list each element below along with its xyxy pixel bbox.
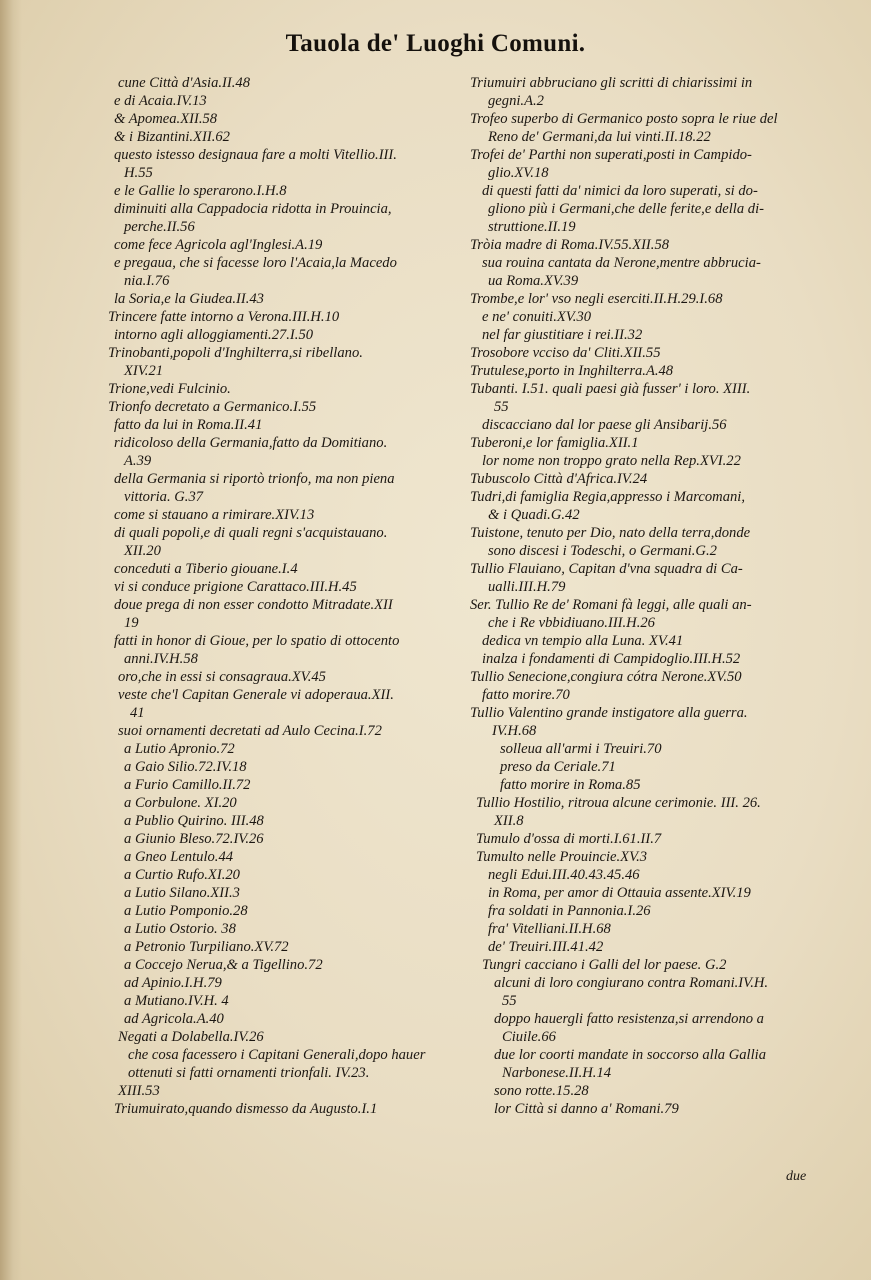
index-entry: Trionfo decretato a Germanico.I.55 xyxy=(108,399,317,415)
index-entry: alcuni di loro congiurano contra Romani.IV.H. xyxy=(494,975,769,991)
page-title: Tauola de' Luoghi Comuni. xyxy=(285,30,586,57)
left-column xyxy=(108,74,463,1118)
index-entry: vittoria. G.37 xyxy=(124,489,204,505)
index-entry: fra' Vitelliani.II.H.68 xyxy=(488,921,611,937)
index-entry: a Corbulone. XI.20 xyxy=(124,795,237,811)
index-entry: ridicoloso della Germania,fatto da Domitiano. xyxy=(114,435,388,451)
index-entry: vi si conduce prigione Carattaco.III.H.45 xyxy=(114,579,357,595)
index-entry: Tuberoni,e lor famiglia.XII.1 xyxy=(470,435,639,451)
index-entry: 41 xyxy=(130,705,145,721)
index-entry: lor Città si danno a' Romani.79 xyxy=(494,1101,679,1117)
index-entry: solleua all'armi i Treuiri.70 xyxy=(500,741,662,757)
index-entry: preso da Ceriale.71 xyxy=(500,759,616,775)
index-entry: Narbonese.II.H.14 xyxy=(502,1065,612,1081)
index-entry: e pregaua, che si facesse loro l'Acaia,la Macedo xyxy=(114,255,397,271)
index-entry: inalza i fondamenti di Campidoglio.III.H.52 xyxy=(482,651,741,667)
index-entry: 55 xyxy=(502,993,517,1009)
index-entry: di questi fatti da' nimici da loro superati, si do- xyxy=(482,183,758,199)
index-entry: A.39 xyxy=(124,453,152,469)
index-entry: anni.IV.H.58 xyxy=(124,651,198,667)
index-entry: Tullio Hostilio, ritroua alcune cerimonie. III. 26. xyxy=(476,795,761,811)
index-entry: Tullio Senecione,congiura cótra Nerone.XV.50 xyxy=(470,669,742,685)
index-entry: e le Gallie lo sperarono.I.H.8 xyxy=(114,183,287,199)
index-entry: & i Bizantini.XII.62 xyxy=(114,129,230,145)
index-entry: glio.XV.18 xyxy=(488,165,549,181)
catchword: due xyxy=(786,1169,807,1184)
index-entry: a Publio Quirino. III.48 xyxy=(124,813,264,829)
index-entry: veste che'l Capitan Generale vi adoperaua.XII. xyxy=(118,687,394,703)
index-entry: oro,che in essi si consagraua.XV.45 xyxy=(118,669,326,685)
index-entry: dedica vn tempio alla Luna. XV.41 xyxy=(482,633,684,649)
index-entry: perche.II.56 xyxy=(124,219,195,235)
index-entry: fatti in honor di Gioue, per lo spatio di ottocento xyxy=(114,633,400,649)
index-entry: la Soria,e la Giudea.II.43 xyxy=(114,291,264,307)
right-column xyxy=(470,74,830,1118)
index-entry: Trione,vedi Fulcinio. xyxy=(108,381,231,397)
index-entry: Triumuiri abbruciano gli scritti di chiarissimi in xyxy=(470,75,753,91)
index-entry: Tudri,di famiglia Regia,appresso i Marcomani, xyxy=(470,489,745,505)
index-entry: ua Roma.XV.39 xyxy=(488,273,579,289)
index-entry: fatto morire.70 xyxy=(482,687,570,703)
index-entry: Trincere fatte intorno a Verona.III.H.10 xyxy=(108,309,340,325)
index-entry: Tullio Valentino grande instigatore alla guerra. xyxy=(470,705,748,721)
index-entry: a Lutio Pomponio.28 xyxy=(124,903,248,919)
index-entry: ottenuti si fatti ornamenti trionfali. IV.23. xyxy=(128,1065,370,1081)
index-entry: XIV.21 xyxy=(124,363,164,379)
index-entry: Triumuirato,quando dismesso da Augusto.I.1 xyxy=(114,1101,378,1117)
index-entry: XII.8 xyxy=(494,813,524,829)
index-entry: Trosobore vcciso da' Cliti.XII.55 xyxy=(470,345,661,361)
index-entry: conceduti a Tiberio giouane.I.4 xyxy=(114,561,298,577)
index-entry: due lor coorti mandate in soccorso alla Gallia xyxy=(494,1047,766,1063)
index-entry: Trutulese,porto in Inghilterra.A.48 xyxy=(470,363,674,379)
index-entry: Tuistone, tenuto per Dio, nato della terra,donde xyxy=(470,525,751,541)
index-entry: a Gneo Lentulo.44 xyxy=(124,849,234,865)
index-entry: in Roma, per amor di Ottauia assente.XIV.19 xyxy=(488,885,751,901)
index-entry: XIII.53 xyxy=(118,1083,160,1099)
index-entry: a Petronio Turpiliano.XV.72 xyxy=(124,939,289,955)
index-entry: gegni.A.2 xyxy=(488,93,544,109)
index-entry: Reno de' Germani,da lui vinti.II.18.22 xyxy=(488,129,711,145)
index-entry: come si stauano a rimirare.XIV.13 xyxy=(114,507,315,523)
index-entry: fatto morire in Roma.85 xyxy=(500,777,641,793)
index-entry: a Giunio Bleso.72.IV.26 xyxy=(124,831,264,847)
index-entry: sua rouina cantata da Nerone,mentre abbrucia- xyxy=(482,255,761,271)
index-entry: di quali popoli,e di quali regni s'acquistauano. xyxy=(114,525,388,541)
index-entry: cune Città d'Asia.II.48 xyxy=(118,75,251,91)
index-entry: a Lutio Ostorio. 38 xyxy=(124,921,236,937)
index-entry: fra soldati in Pannonia.I.26 xyxy=(488,903,651,919)
index-entry: e di Acaia.IV.13 xyxy=(114,93,207,109)
index-entry: nia.I.76 xyxy=(124,273,170,289)
index-entry: Tumulto nelle Prouincie.XV.3 xyxy=(476,849,648,865)
index-entry: nel far giustitiare i rei.II.32 xyxy=(482,327,643,343)
index-entry: Tubuscolo Città d'Africa.IV.24 xyxy=(470,471,648,487)
index-entry: H.55 xyxy=(124,165,153,181)
index-entry: lor nome non troppo grato nella Rep.XVI.22 xyxy=(482,453,741,469)
index-entry: IV.H.68 xyxy=(492,723,537,739)
index-entry: a Furio Camillo.II.72 xyxy=(124,777,251,793)
index-entry: ad Agricola.A.40 xyxy=(124,1011,224,1027)
index-entry: XII.20 xyxy=(124,543,161,559)
index-entry: Tungri cacciano i Galli del lor paese. G.2 xyxy=(482,957,727,973)
index-entry: de' Treuiri.III.41.42 xyxy=(488,939,604,955)
index-entry: questo istesso designaua fare a molti Vitellio.III. xyxy=(114,147,397,163)
index-entry: a Gaio Silio.72.IV.18 xyxy=(124,759,247,775)
index-entry: Tròia madre di Roma.IV.55.XII.58 xyxy=(470,237,670,253)
index-entry: a Coccejo Nerua,& a Tigellino.72 xyxy=(124,957,323,973)
index-entry: 55 xyxy=(494,399,509,415)
index-entry: negli Edui.III.40.43.45.46 xyxy=(488,867,640,883)
index-entry: che i Re vbbidiuano.III.H.26 xyxy=(488,615,655,631)
index-entry: della Germania si riportò trionfo, ma non piena xyxy=(114,471,395,487)
index-entry: a Lutio Silano.XII.3 xyxy=(124,885,240,901)
index-entry: ualli.III.H.79 xyxy=(488,579,566,595)
index-entry: Tubanti. I.51. quali paesi già fusser' i loro. XIII. xyxy=(470,381,751,397)
index-entry: sono rotte.15.28 xyxy=(494,1083,589,1099)
index-entry: sono discesi i Todeschi, o Germani.G.2 xyxy=(488,543,717,559)
index-entry: 19 xyxy=(124,615,139,631)
index-entry: ad Apinio.I.H.79 xyxy=(124,975,222,991)
index-entry: e ne' conuiti.XV.30 xyxy=(482,309,592,325)
index-entry: Tullio Flauiano, Capitan d'vna squadra di Ca- xyxy=(470,561,743,577)
index-entry: a Curtio Rufo.XI.20 xyxy=(124,867,240,883)
index-entry: Tumulo d'ossa di morti.I.61.II.7 xyxy=(476,831,662,847)
index-entry: struttione.II.19 xyxy=(488,219,576,235)
index-entry: Ciuile.66 xyxy=(502,1029,556,1045)
index-entry: a Lutio Apronio.72 xyxy=(124,741,235,757)
page-edge-shadow xyxy=(0,0,22,1280)
index-entry: doppo hauergli fatto resistenza,si arrendono a xyxy=(494,1011,764,1027)
index-entry: Ser. Tullio Re de' Romani fà leggi, alle quali an- xyxy=(470,597,752,613)
index-entry: Trofeo superbo di Germanico posto sopra le riue del xyxy=(470,111,778,127)
index-entry: & Apomea.XII.58 xyxy=(114,111,218,127)
index-entry: come fece Agricola agl'Inglesi.A.19 xyxy=(114,237,323,253)
index-entry: a Mutiano.IV.H. 4 xyxy=(124,993,229,1009)
index-entry: che cosa facessero i Capitani Generali,dopo hauer xyxy=(128,1047,426,1063)
index-entry: Trombe,e lor' vso negli eserciti.II.H.29.I.68 xyxy=(470,291,723,307)
index-entry: discacciano dal lor paese gli Ansibarij.56 xyxy=(482,417,727,433)
index-entry: doue prega di non esser condotto Mitradate.XII xyxy=(114,597,393,613)
index-entry: diminuiti alla Cappadocia ridotta in Prouincia, xyxy=(114,201,392,217)
index-entry: suoi ornamenti decretati ad Aulo Cecina.I.72 xyxy=(118,723,382,739)
index-entry: gliono più i Germani,che delle ferite,e della di- xyxy=(488,201,764,217)
index-entry: Trofei de' Parthi non superati,posti in Campido- xyxy=(470,147,752,163)
index-entry: intorno agli alloggiamenti.27.I.50 xyxy=(114,327,314,343)
index-entry: fatto da lui in Roma.II.41 xyxy=(114,417,263,433)
index-entry: Negati a Dolabella.IV.26 xyxy=(118,1029,264,1045)
index-entry: Trinobanti,popoli d'Inghilterra,si ribellano. xyxy=(108,345,363,361)
index-entry: & i Quadi.G.42 xyxy=(488,507,580,523)
